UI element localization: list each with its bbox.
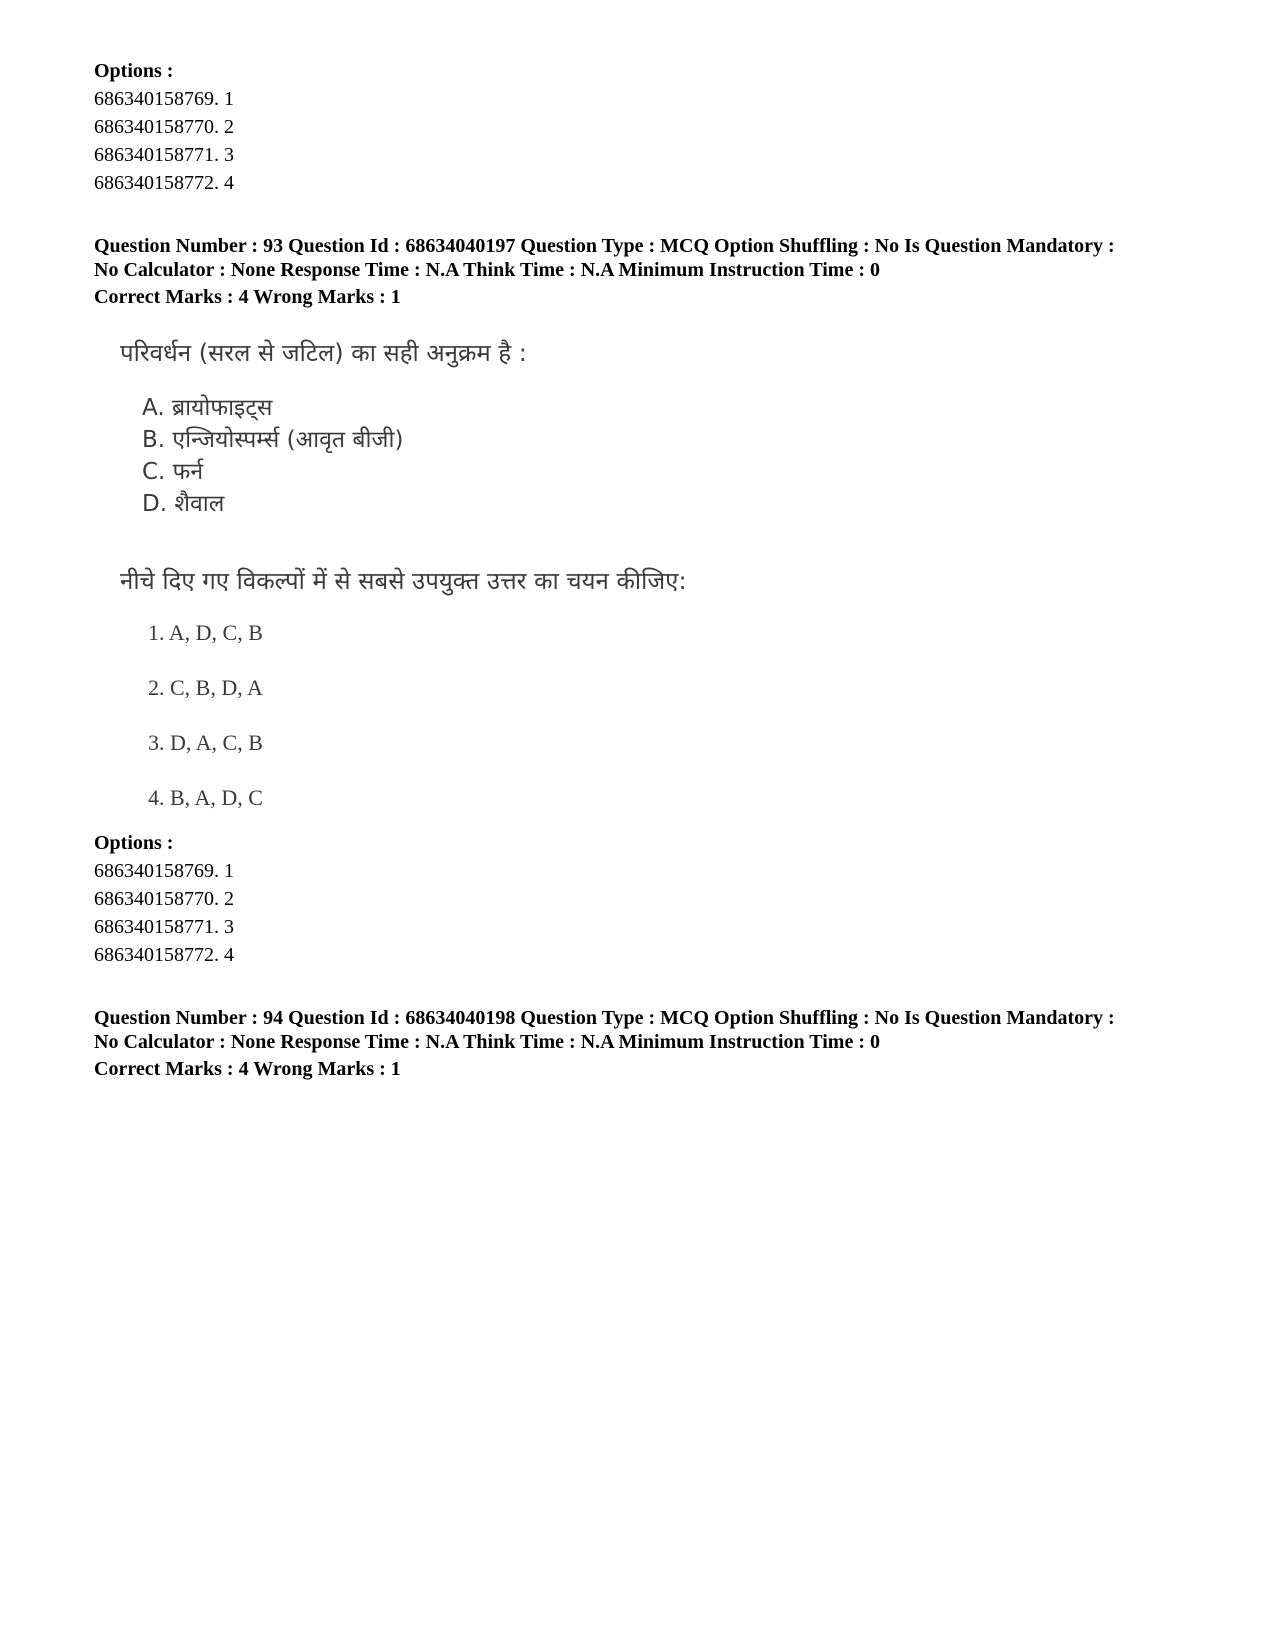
q94-marks-block (94, 1055, 401, 1083)
q93-choices (120, 618, 263, 838)
option-item: 686340158770. 2 (94, 116, 234, 138)
option-item: 686340158772. 4 (94, 172, 234, 194)
options-label: Options : (94, 832, 174, 854)
q93-choice: 4. B, A, D, C (148, 785, 263, 810)
q93-statement: C. फर्न (142, 459, 204, 485)
option-item: 686340158771. 3 (94, 916, 234, 938)
q93-statement: B. एन्जियोस्पर्म्स (आवृत बीजी) (142, 427, 404, 453)
q93-choice: 3. D, A, C, B (148, 730, 263, 755)
option-item: 686340158769. 1 (94, 860, 234, 882)
prev-options-block (94, 57, 234, 197)
q93-options-block (94, 829, 234, 969)
q93-instruction: नीचे दिए गए विकल्पों में से सबसे उपयुक्त उत्तर का चयन कीजिए: (120, 567, 687, 595)
option-item: 686340158769. 1 (94, 88, 234, 110)
q93-header-line2: No Calculator : None Response Time : N.A Think Time : N.A Minimum Instruction Time : 0 (94, 259, 880, 281)
q93-header-line1: Question Number : 93 Question Id : 68634040197 Question Type : MCQ Option Shuffling : No Is Question Mandatory : (94, 235, 1115, 257)
q93-instruction-block (120, 564, 687, 598)
q94-header-line2: No Calculator : None Response Time : N.A Think Time : N.A Minimum Instruction Time : 0 (94, 1031, 880, 1053)
q93-header (94, 234, 1115, 282)
q93-question-body (120, 336, 527, 370)
q93-choice: 1. A, D, C, B (148, 620, 263, 645)
q94-marks: Correct Marks : 4 Wrong Marks : 1 (94, 1058, 401, 1080)
q94-header (94, 1006, 1115, 1054)
q93-stem: परिवर्धन (सरल से जटिल) का सही अनुक्रम है : (120, 339, 527, 367)
option-item: 686340158772. 4 (94, 944, 234, 966)
q93-choice: 2. C, B, D, A (148, 675, 263, 700)
option-item: 686340158770. 2 (94, 888, 234, 910)
q93-marks: Correct Marks : 4 Wrong Marks : 1 (94, 286, 401, 308)
options-label: Options : (94, 60, 174, 82)
q93-statement: A. ब्रायोफाइट्स (142, 395, 273, 421)
q93-statements (120, 392, 403, 520)
q94-header-line1: Question Number : 94 Question Id : 68634040198 Question Type : MCQ Option Shuffling : No Is Question Mandatory : (94, 1007, 1115, 1029)
option-item: 686340158771. 3 (94, 144, 234, 166)
q93-marks-block (94, 283, 401, 311)
q93-statement: D. शैवाल (142, 491, 225, 517)
